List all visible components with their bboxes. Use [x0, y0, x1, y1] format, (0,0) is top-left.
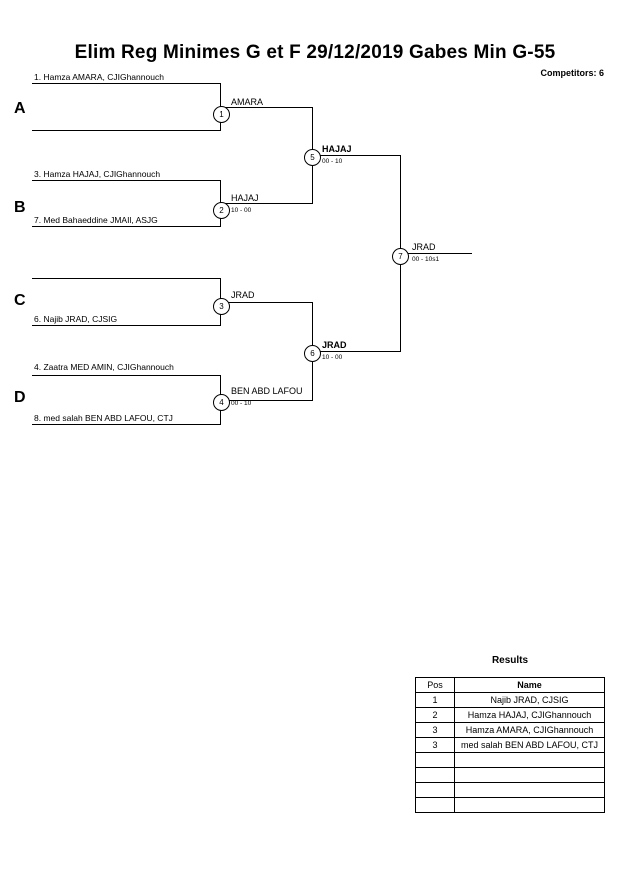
match-score-7: 00 - 10s1	[412, 256, 440, 263]
bracket-line	[32, 424, 220, 425]
column-header-name: Name	[455, 678, 605, 693]
table-row	[416, 723, 605, 738]
bracket-line	[220, 203, 312, 204]
table-row	[416, 798, 605, 813]
match-winner-2: HAJAJ	[231, 193, 259, 203]
entry-name-3: 3. Hamza HAJAJ, CJIGhannouch	[34, 169, 161, 179]
match-score-2: 10 - 00	[231, 207, 252, 214]
match-winner-7: JRAD	[412, 242, 436, 252]
group-label-a: A	[14, 100, 26, 117]
page-title: Elim Reg Minimes G et F 29/12/2019 Gabes Min G-55	[74, 42, 556, 63]
bracket-line	[312, 351, 400, 352]
table-row	[416, 693, 605, 708]
result-pos: 3	[416, 738, 455, 753]
bracket-line	[32, 83, 220, 84]
result-pos	[416, 753, 455, 768]
table-row	[416, 753, 605, 768]
bracket-line	[312, 155, 400, 156]
bracket-line	[32, 226, 220, 227]
table-row	[416, 783, 605, 798]
result-name: Hamza AMARA, CJIGhannouch	[455, 723, 605, 738]
entry-name-6: 6. Najib JRAD, CJSIG	[34, 314, 118, 324]
match-winner-1: AMARA	[231, 97, 264, 107]
group-label-b: B	[14, 199, 26, 216]
result-name	[455, 783, 605, 798]
result-name: med salah BEN ABD LAFOU, CTJ	[455, 738, 605, 753]
result-pos	[416, 783, 455, 798]
match-node-2[interactable]: 2	[213, 202, 230, 219]
results-title: Results	[491, 655, 529, 666]
table-header-row	[416, 678, 605, 693]
match-score-4: 00 - 10	[231, 400, 252, 407]
result-pos	[416, 768, 455, 783]
entry-name-7: 7. Med Bahaeddine JMAIl, ASJG	[34, 215, 158, 225]
bracket-line	[400, 253, 472, 254]
match-winner-3: JRAD	[231, 290, 255, 300]
match-score-6: 10 - 00	[322, 354, 343, 361]
entry-name-4: 4. Zaatra MED AMIN, CJIGhannouch	[34, 362, 174, 372]
table-row	[416, 738, 605, 753]
match-node-4[interactable]: 4	[213, 394, 230, 411]
column-header-pos: Pos	[416, 678, 455, 693]
result-pos	[416, 798, 455, 813]
match-node-5[interactable]: 5	[304, 149, 321, 166]
result-name	[455, 798, 605, 813]
match-node-7[interactable]: 7	[392, 248, 409, 265]
competitors-count: Competitors: 6	[540, 68, 604, 78]
match-winner-5: HAJAJ	[322, 144, 352, 154]
match-score-5: 00 - 10	[322, 158, 343, 165]
match-node-3[interactable]: 3	[213, 298, 230, 315]
group-label-d: D	[14, 389, 26, 406]
entry-name-1: 1. Hamza AMARA, CJIGhannouch	[34, 72, 164, 82]
table-row	[416, 768, 605, 783]
bracket-line	[32, 278, 220, 279]
result-pos: 3	[416, 723, 455, 738]
bracket-line	[32, 375, 220, 376]
match-winner-4: BEN ABD LAFOU	[231, 386, 303, 396]
result-name	[455, 768, 605, 783]
entry-name-8: 8. med salah BEN ABD LAFOU, CTJ	[34, 413, 173, 423]
match-node-1[interactable]: 1	[213, 106, 230, 123]
result-pos: 2	[416, 708, 455, 723]
bracket-line	[32, 325, 220, 326]
bracket-line	[220, 107, 312, 108]
bracket-line	[32, 130, 220, 131]
result-pos: 1	[416, 693, 455, 708]
group-label-c: C	[14, 292, 26, 309]
result-name: Hamza HAJAJ, CJIGhannouch	[455, 708, 605, 723]
result-name	[455, 753, 605, 768]
bracket-line	[220, 302, 312, 303]
results-table	[415, 677, 605, 813]
match-node-6[interactable]: 6	[304, 345, 321, 362]
table-row	[416, 708, 605, 723]
match-winner-6: JRAD	[322, 340, 347, 350]
bracket-line	[32, 180, 220, 181]
result-name: Najib JRAD, CJSIG	[455, 693, 605, 708]
